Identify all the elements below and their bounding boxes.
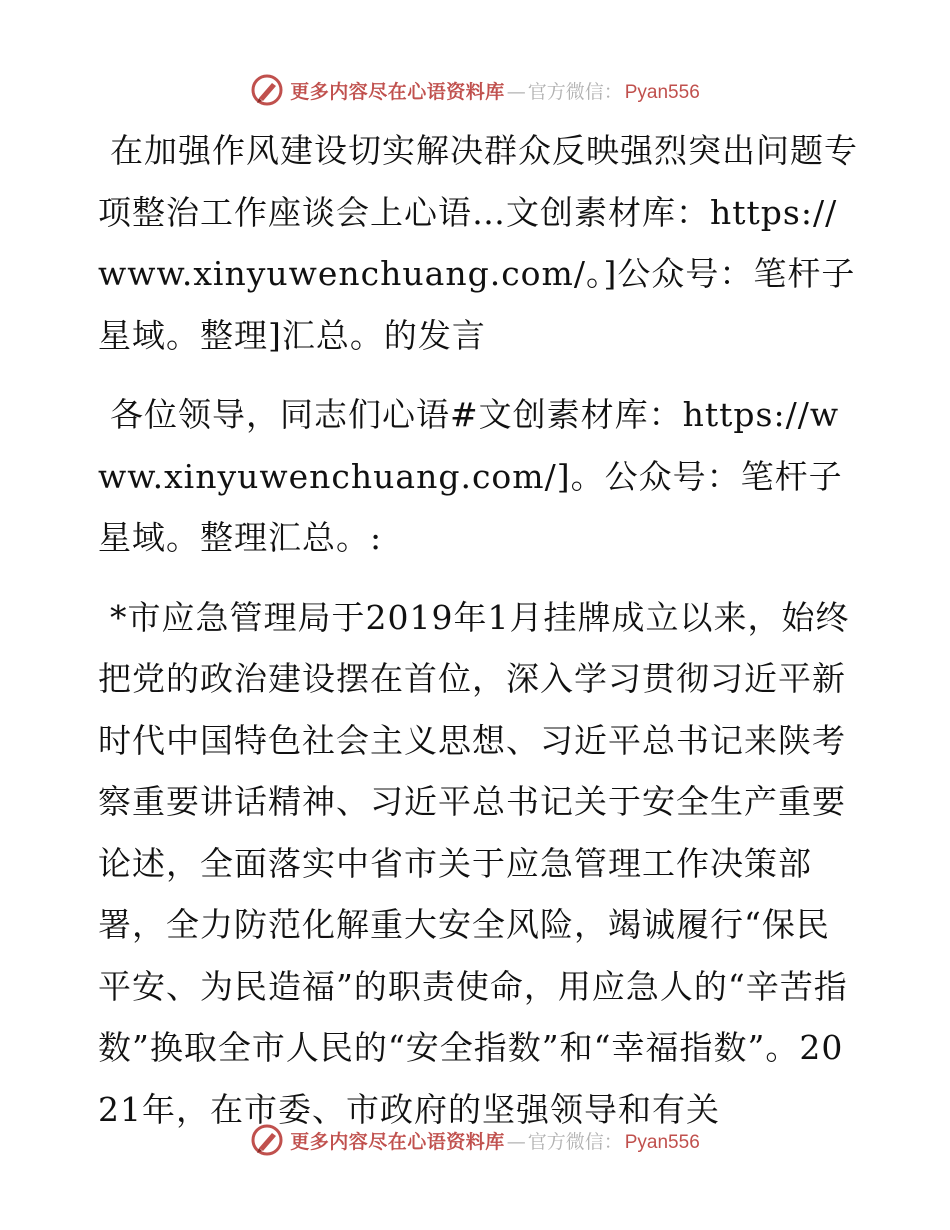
document-body	[98, 120, 858, 1158]
document-title: 在加强作风建设切实解决群众反映强烈突出问题专项整治工作座谈会上心语…文创素材库：https://www.xinyuwenchuang.com/。]公众号：笔杆子星域。整理]汇总。的发言	[98, 131, 858, 355]
banner-wechat-id: Pyan556	[624, 81, 700, 103]
pen-logo-icon	[250, 73, 284, 107]
footer-banner	[0, 1120, 950, 1160]
body-paragraph: *市应急管理局于2019年1月挂牌成立以来，始终把党的政治建设摆在首位，深入学习贯彻习近平新时代中国特色社会主义思想、习近平总书记来陕考察重要讲话精神、习近平总书记关于安全生产重要论述，全面落实中省市关于应急管理工作决策部署，全力防范化解重大安全风险，竭诚履行“保民平安、为民造福”的职责使命，用应急人的“辛苦指数”换取全市人民的“安全指数”和“幸福指数”。2021年，在市委、市政府的坚强领导和有关	[98, 597, 850, 1129]
banner-dash: —	[506, 80, 526, 103]
banner-main-text: 更多内容尽在心语资料库	[290, 1130, 505, 1153]
banner-text	[290, 1127, 700, 1154]
banner-main-text: 更多内容尽在心语资料库	[290, 80, 505, 103]
banner-wechat-id: Pyan556	[624, 1131, 700, 1153]
greeting-paragraph: 各位领导，同志们心语#文创素材库：https://www.xinyuwenchuang.com/]。公众号：笔杆子星域。整理汇总。:	[98, 395, 843, 557]
pen-logo-icon	[250, 1123, 284, 1157]
banner-wechat-label: 官方微信：	[527, 1130, 623, 1153]
header-banner	[0, 70, 950, 110]
banner-wechat-label: 官方微信：	[527, 80, 623, 103]
banner-text	[290, 77, 700, 104]
banner-dash: —	[506, 1130, 526, 1153]
